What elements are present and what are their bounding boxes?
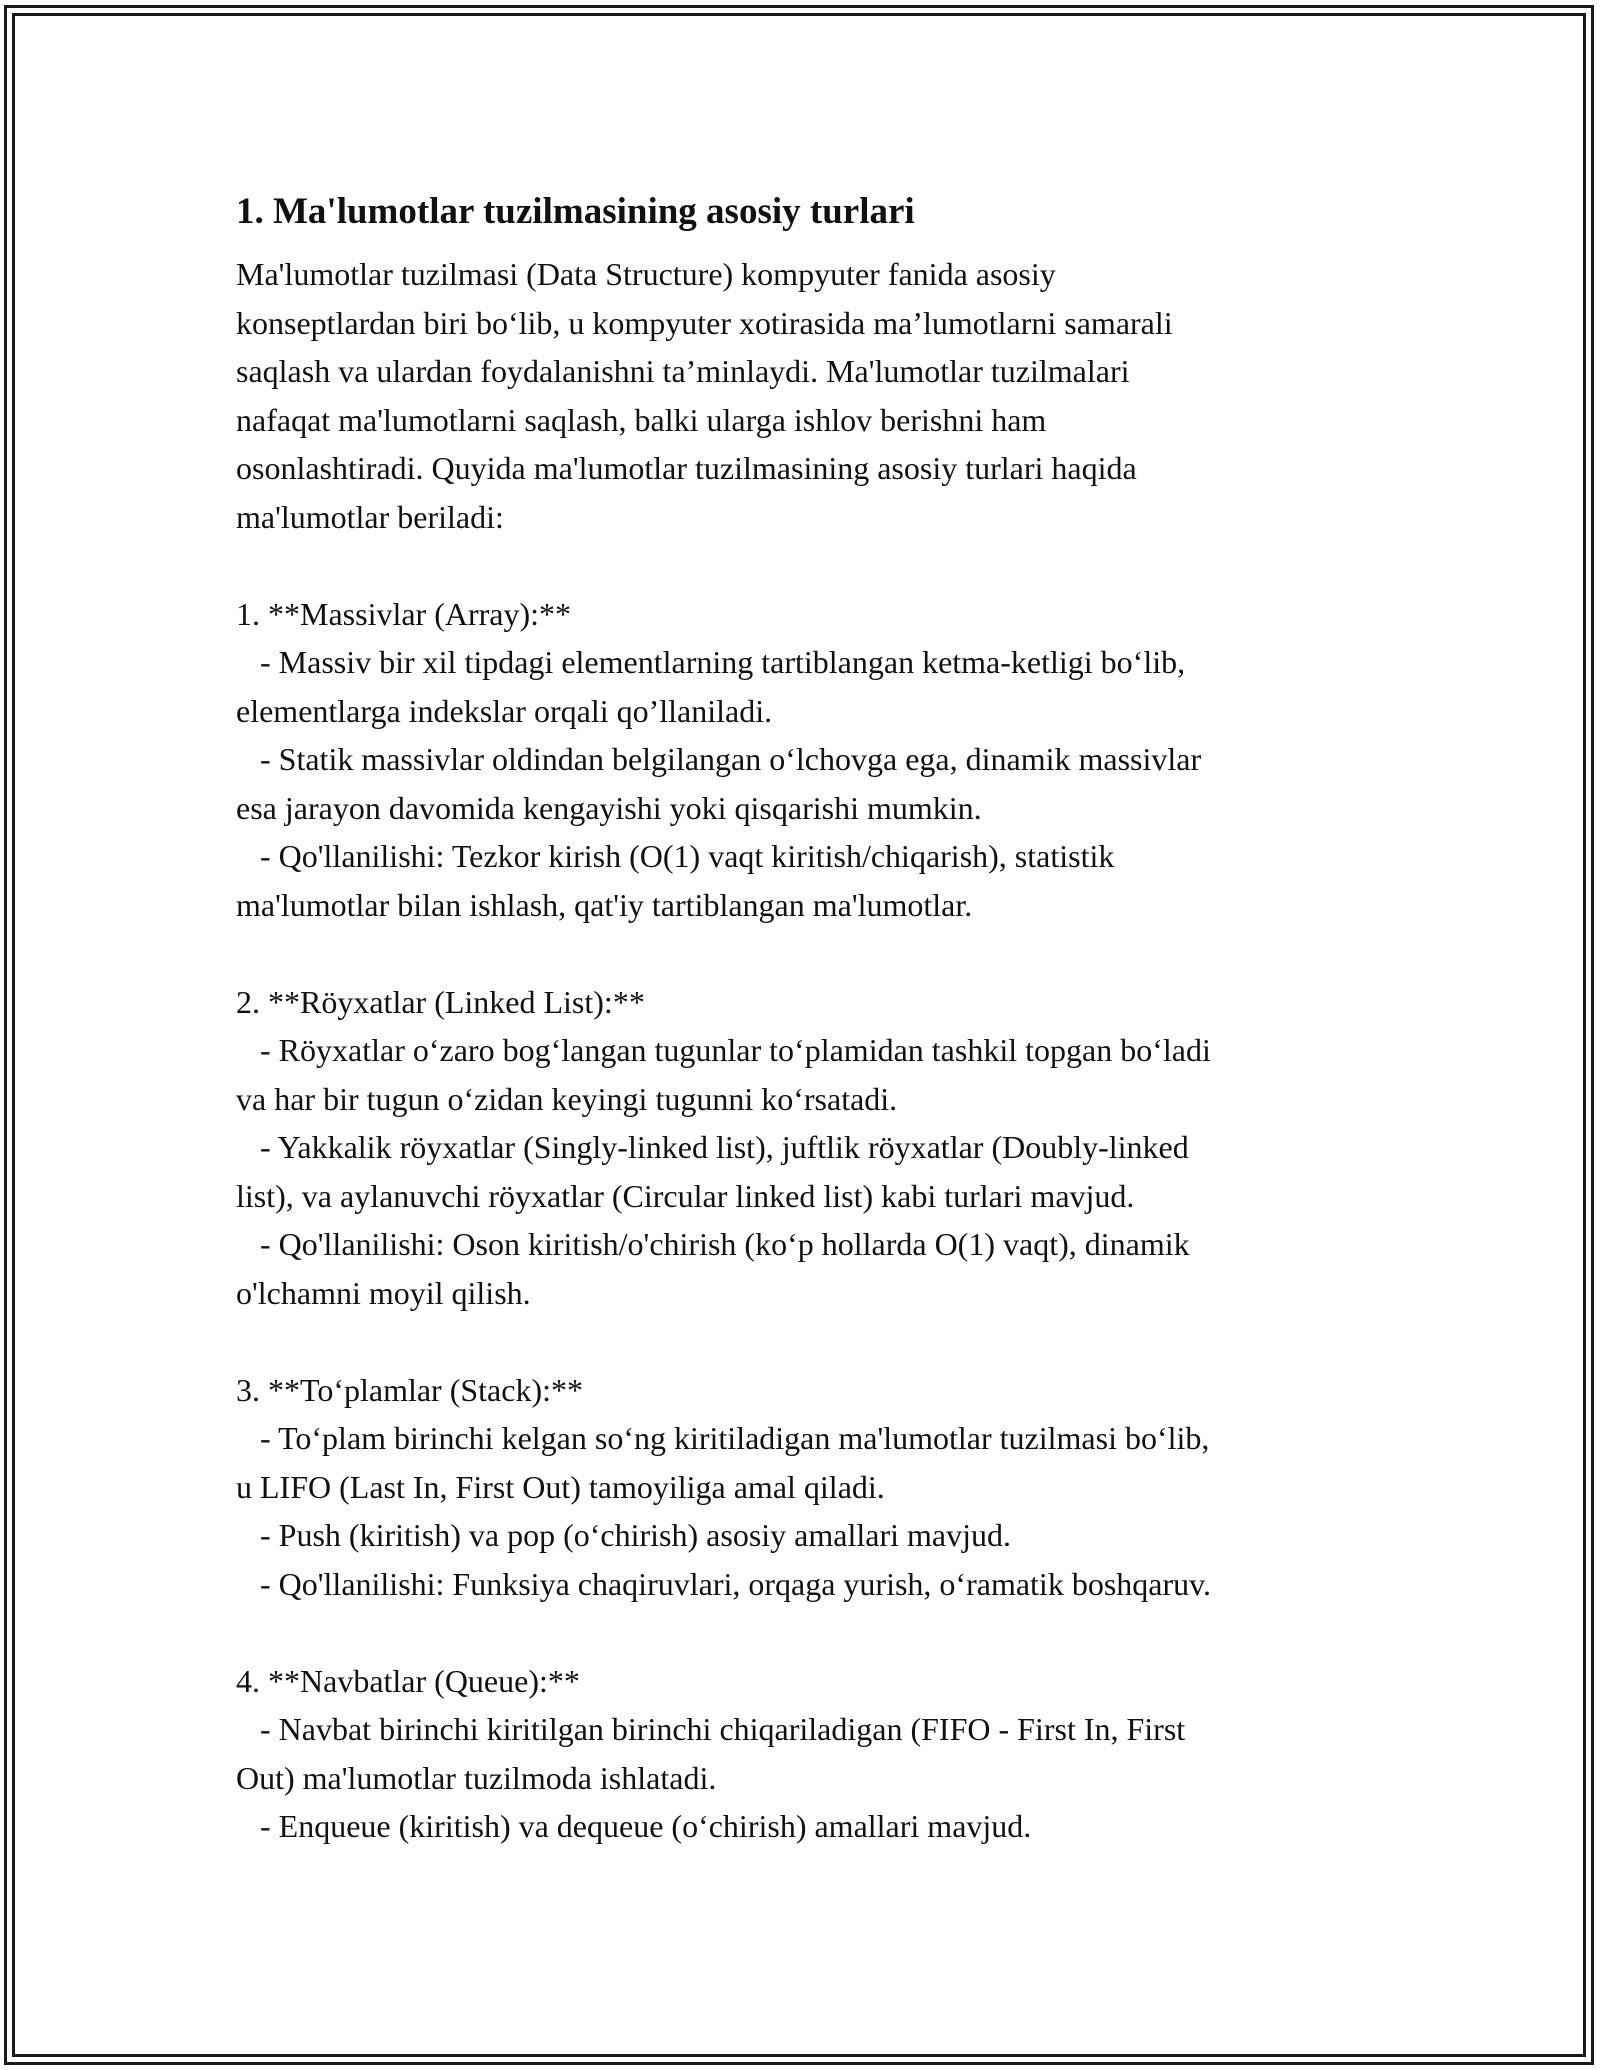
section-queue (236, 1657, 1366, 1851)
section-line: elementlarga indekslar orqali qo’llaniladi. (236, 692, 773, 729)
section-line: esa jarayon davomida kengayishi yoki qisqarishi mumkin. (236, 789, 982, 826)
section-line: o'lchamni moyil qilish. (236, 1274, 531, 1311)
section-line: ma'lumotlar bilan ishlash, qat'iy tartiblangan ma'lumotlar. (236, 886, 973, 923)
spacer (236, 1317, 1366, 1366)
intro-line: osonlashtiradi. Quyida ma'lumotlar tuzilmasining asosiy turlari haqida (236, 450, 1137, 486)
section-heading: 4. **Navbatlar (Queue):** (236, 1662, 580, 1699)
section-array (236, 590, 1366, 930)
section-line: - Röyxatlar o‘zaro bog‘langan tugunlar to‘plamidan tashkil topgan bo‘ladi (236, 1032, 1211, 1068)
section-line: - Statik massivlar oldindan belgilangan o‘lchovga ega, dinamik massivlar (236, 741, 1202, 777)
spacer (236, 929, 1366, 978)
spacer (236, 1608, 1366, 1657)
section-line: - Yakkalik röyxatlar (Singly-linked list), juftlik röyxatlar (Doubly-linked (236, 1129, 1189, 1165)
section-line: - Qo'llanilishi: Funksiya chaqiruvlari, orqaga yurish, o‘ramatik boshqaruv. (236, 1565, 1212, 1602)
section-line: - To‘plam birinchi kelgan so‘ng kiritiladigan ma'lumotlar tuzilmasi bo‘lib, (236, 1420, 1210, 1456)
section-heading: 3. **To‘plamlar (Stack):** (236, 1371, 583, 1408)
intro-line: saqlash va ulardan foydalanishni ta’minlaydi. Ma'lumotlar tuzilmalari (236, 353, 1130, 389)
intro-line: nafaqat ma'lumotlarni saqlash, balki ularga ishlov berishni ham (236, 401, 1047, 438)
section-line: va har bir tugun o‘zidan keyingi tugunni ko‘rsatadi. (236, 1080, 898, 1117)
section-stack (236, 1366, 1366, 1609)
intro-line: ma'lumotlar beriladi: (236, 498, 504, 535)
document-title: 1. Ma'lumotlar tuzilmasining asosiy turlari (236, 191, 915, 232)
intro-line: Ma'lumotlar tuzilmasi (Data Structure) kompyuter fanida asosiy (236, 256, 1056, 292)
intro-line: konseptlardan biri bo‘lib, u kompyuter xotirasida ma’lumotlarni samarali (236, 304, 1173, 341)
section-linked-list (236, 978, 1366, 1318)
section-line: u LIFO (Last In, First Out) tamoyiliga amal qiladi. (236, 1468, 885, 1505)
section-line: list), va aylanuvchi röyxatlar (Circular linked list) kabi turlari mavjud. (236, 1177, 1135, 1214)
section-heading: 1. **Massivlar (Array):** (236, 595, 572, 632)
section-line: - Push (kiritish) va pop (o‘chirish) asosiy amallari mavjud. (236, 1517, 1011, 1553)
section-heading: 2. **Röyxatlar (Linked List):** (236, 983, 645, 1020)
spacer (236, 541, 1366, 590)
section-line: - Qo'llanilishi: Tezkor kirish (O(1) vaqt kiritish/chiqarish), statistik (236, 838, 1115, 874)
section-line: - Navbat birinchi kiritilgan birinchi chiqariladigan (FIFO - First In, First (236, 1711, 1186, 1747)
document-body (236, 188, 1366, 1851)
intro-paragraph (236, 250, 1366, 541)
section-line: - Massiv bir xil tipdagi elementlarning tartiblangan ketma-ketligi bo‘lib, (236, 644, 1186, 680)
section-line: - Enqueue (kiritish) va dequeue (o‘chirish) amallari mavjud. (236, 1808, 1032, 1844)
section-line: - Qo'llanilishi: Oson kiritish/o'chirish (ko‘p hollarda O(1) vaqt), dinamik (236, 1226, 1190, 1262)
section-line: Out) ma'lumotlar tuzilmoda ishlatadi. (236, 1759, 717, 1796)
